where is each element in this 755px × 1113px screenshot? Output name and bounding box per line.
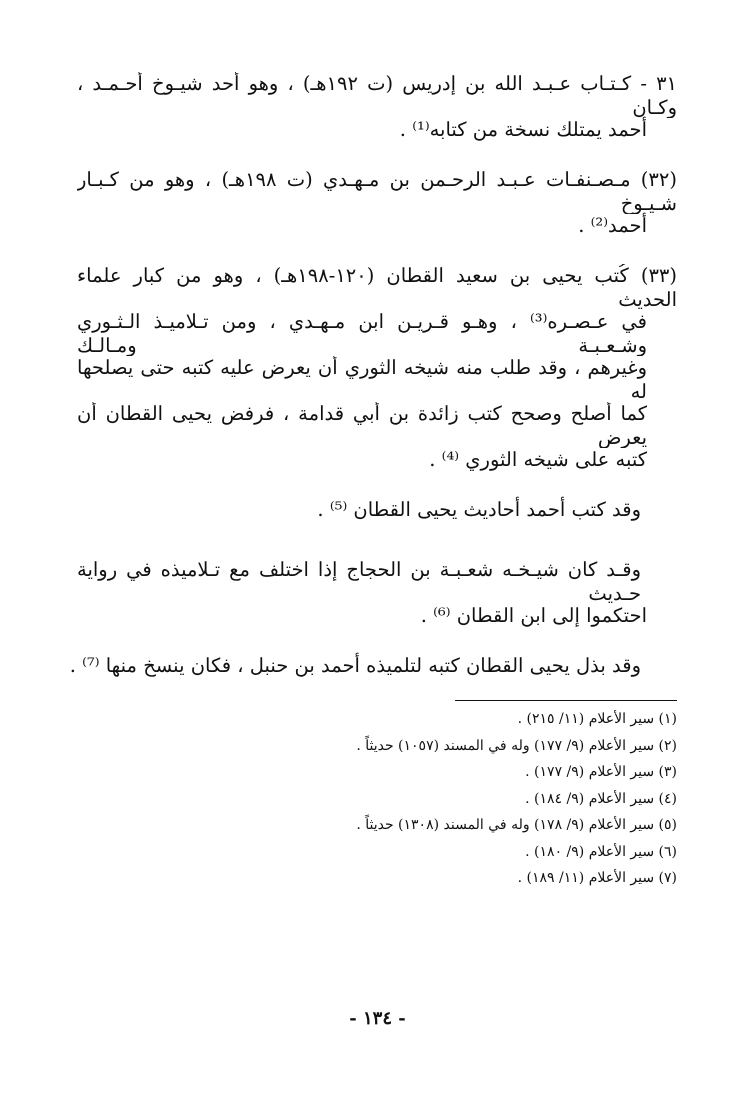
footnote-1: (١) سير الأعلام (١١/ ٢١٥) . xyxy=(517,711,677,727)
footnote-divider xyxy=(455,700,677,701)
paragraph-33-line-5: كتبه على شيخه الثوري ⁽⁴⁾ . xyxy=(429,448,647,471)
footnote-2: (٢) سير الأعلام (٩/ ١٧٧) وله في المسند (١٠٥٧) حديثاً . xyxy=(356,737,677,754)
page-number: - ١٣٤ - xyxy=(349,1008,406,1029)
footnote-5: (٥) سير الأعلام (٩/ ١٧٨) وله في المسند (١٣٠٨) حديثاً . xyxy=(356,817,677,833)
paragraph-32-line-1: (٣٢) مـصـنفـات عـبـد الرحـمن بن مـهـدي (ت ١٩٨هـ) ، وهو من كـبـار شـيـوخ xyxy=(77,168,677,214)
footnote-3: (٣) سير الأعلام (٩/ ١٧٧) . xyxy=(525,764,677,780)
footnotes xyxy=(77,706,677,892)
footnote-7: (٧) سير الأعلام (١١/ ١٨٩) . xyxy=(517,870,677,886)
paragraph-31-line-1: ٣١ - كـتـاب عـبـد الله بن إدريس (ت ١٩٢هـ) ، وهو أحد شيـوخ أحـمـد ، وكـان xyxy=(77,72,677,118)
paragraph-34-line-1: وقد كتب أحمد أحاديث يحيى القطان ⁽⁵⁾ . xyxy=(317,498,641,521)
paragraph-33-line-2: في عـصـره⁽³⁾ ، وهـو قـريـن ابن مـهـدي ، ومن تـلاميـذ الـثـوري وشـعـبـة ومـالـك xyxy=(77,310,648,356)
main-text xyxy=(69,72,677,700)
paragraph-32-line-2: أحمد⁽²⁾ . xyxy=(578,214,647,237)
paragraph-33-line-4: كما أصلح وصحح كتب زائدة بن أبي قدامة ، فرفض يحيى القطان أن يعرض xyxy=(77,402,647,448)
paragraph-36-line-1: وقد بذل يحيى القطان كتبه لتلميذه أحمد بن حنبل ، فكان ينسخ منها ⁽⁷⁾ . xyxy=(69,654,641,677)
paragraph-33-line-3: وغيرهم ، وقد طلب منه شيخه الثوري أن يعرض عليه كتبه حتى يصلحها له xyxy=(77,356,647,402)
footnote-6: (٦) سير الأعلام (٩/ ١٨٠) . xyxy=(525,843,677,860)
paragraph-33-line-1: (٣٣) كُتب يحيى بن سعيد القطان (١٢٠-١٩٨هـ) ، وهو من كبار علماء الحديث xyxy=(77,264,677,310)
footnote-4: (٤) سير الأعلام (٩/ ١٨٤) . xyxy=(525,790,677,807)
paragraph-35-line-1: وقـد كان شيـخـه شعـبـة بن الحجاج إذا اختلف مع تـلاميذه في رواية حـديث xyxy=(77,558,641,604)
paragraph-35-line-2: احتكموا إلى ابن القطان ⁽⁶⁾ . xyxy=(420,604,647,627)
paragraph-31-line-2: أحمد يمتلك نسخة من كتابه⁽¹⁾ . xyxy=(399,118,647,141)
